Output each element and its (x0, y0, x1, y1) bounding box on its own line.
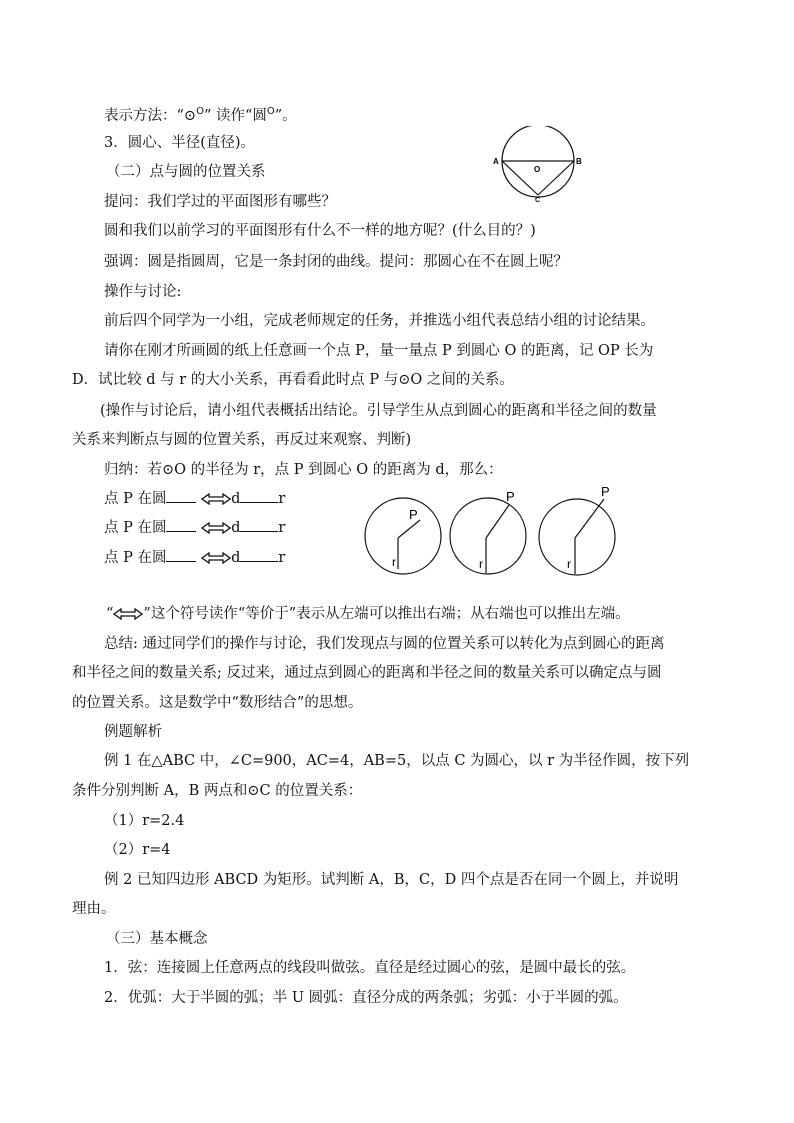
label-p-on: P (506, 489, 515, 504)
label-c: C (535, 197, 541, 202)
example-2-cont: 理由。 (72, 901, 116, 917)
paragraph-line: 请你在刚才所画圆的纸上任意画一个点 P，量一量点 P 到圆心 O 的距离，记 OP 长为 (104, 343, 654, 359)
label-r-2: r (479, 557, 483, 571)
examples-heading: 例题解析 (104, 724, 162, 740)
section-heading-2: （二）点与圆的位置关系 (106, 164, 266, 180)
text: “ (106, 606, 114, 622)
symbol-explanation (106, 605, 630, 623)
relation-line-1 (104, 490, 285, 508)
definition-arc: 2．优弧：大于半圆的弧；半 U 圆弧：直径分成的两条弧；劣弧：小于半圆的弧。 (104, 990, 628, 1006)
label-r-3: r (567, 557, 571, 571)
label-p-outside: P (601, 484, 610, 499)
example-2: 例 2 已知四边形 ABCD 为矩形。试判断 A，B，C，D 四个点是否在同一个圆上，并说明 (104, 872, 679, 888)
section-heading-3: （三）基本概念 (106, 931, 208, 947)
text: d (231, 491, 241, 507)
text: ”。 (274, 107, 297, 124)
equivalence-arrow-icon (113, 608, 143, 620)
label-r-1: r (392, 555, 396, 569)
text: 点 P 在圆 (104, 491, 167, 507)
question-line: 提问：我们学过的平面图形有哪些？ (104, 194, 336, 210)
label-p-inside: P (409, 507, 418, 522)
circle-3 (539, 499, 615, 575)
notation-line (104, 103, 297, 125)
blank (166, 549, 196, 562)
equivalence-arrow-icon (201, 493, 231, 505)
paragraph-line: 关系来判断点与圆的位置关系，再反过来观察、判断) (72, 432, 412, 448)
text: ” 读作“圆 (203, 107, 267, 124)
text: d (231, 550, 241, 566)
equivalence-arrow-icon (201, 552, 231, 564)
example-1-case-2: （2）r=4 (104, 842, 171, 858)
text: 点 P 在圆 (104, 550, 167, 566)
chord-bc (538, 161, 574, 195)
blank (240, 549, 278, 562)
blank (166, 490, 196, 503)
example-1: 例 1 在△ABC 中，∠C=900，AC=4，AB=5，以点 C 为圆心，以 r 为半径作圆，按下列 (104, 753, 690, 769)
relation-line-2 (104, 519, 285, 537)
segment-op-3 (575, 499, 604, 538)
conclusion-line: 总结: 通过同学们的操作与讨论，我们发现点与圆的位置关系可以转化为点到圆心的距离 (104, 636, 665, 652)
label-b: B (576, 157, 582, 166)
conclusion-line: 和半径之间的数量关系; 反过来，通过点到圆心的距离和半径之间的数量关系可以确定点与圆 (72, 665, 662, 681)
relation-line-3 (104, 549, 285, 567)
question-line-2: 圆和我们以前学习的平面图形有什么不一样的地方呢？(什么目的？) (104, 223, 536, 239)
label-o: O (534, 165, 541, 174)
item-center-radius: 3．圆心、半径(直径)。 (104, 135, 256, 151)
example-1-cont: 条件分别判断 A，B 两点和⊙C 的位置关系： (72, 783, 363, 799)
segment-op-1 (398, 520, 420, 538)
text: r (278, 550, 286, 566)
text: ”这个符号读作“等价于”表示从左端可以推出右端；从右端也可以推出左端。 (143, 606, 630, 622)
paragraph-line: (操作与讨论后，请小组代表概括出结论。引导学生从点到圆心的距离和半径之间的数量 (100, 403, 657, 419)
summary-line: 归纳：若⊙O 的半径为 r，点 P 到圆心 O 的距离为 d，那么： (104, 462, 503, 478)
equivalence-arrow-icon (201, 522, 231, 534)
text: 点 P 在圆 (104, 520, 167, 536)
circle-o-symbol: O (196, 106, 204, 117)
emphasis-line: 强调：圆是指圆周，它是一条封闭的曲线。提问：那圆心在不在圆上呢？ (104, 254, 568, 270)
operation-heading: 操作与讨论: (104, 284, 182, 300)
label-a: A (493, 157, 499, 166)
paragraph-line: D．试比较 d 与 r 的大小关系，再看看此时点 P 与⊙O 之间的关系。 (72, 372, 514, 388)
text: r (278, 520, 286, 536)
blank (240, 490, 278, 503)
chord-ac (502, 161, 541, 195)
circle-1 (365, 498, 441, 574)
blank (240, 519, 278, 532)
text: d (231, 520, 241, 536)
segment-op-2 (486, 505, 509, 538)
example-1-case-1: （1）r=2.4 (104, 813, 185, 829)
conclusion-line: 的位置关系。这是数学中“数形结合”的思想。 (72, 695, 363, 711)
text: 表示方法：“⊙ (104, 107, 197, 124)
circle-diameter-figure (488, 126, 588, 202)
text: r (278, 491, 286, 507)
point-position-figures (358, 482, 630, 582)
circle-o-symbol: O (266, 106, 275, 117)
definition-chord: 1．弦：连接圆上任意两点的线段叫做弦。直径是经过圆心的弦，是圆中最长的弦。 (104, 960, 636, 976)
paragraph-line: 前后四个同学为一小组，完成老师规定的任务，并推选小组代表总结小组的讨论结果。 (104, 313, 655, 329)
blank (166, 519, 196, 532)
